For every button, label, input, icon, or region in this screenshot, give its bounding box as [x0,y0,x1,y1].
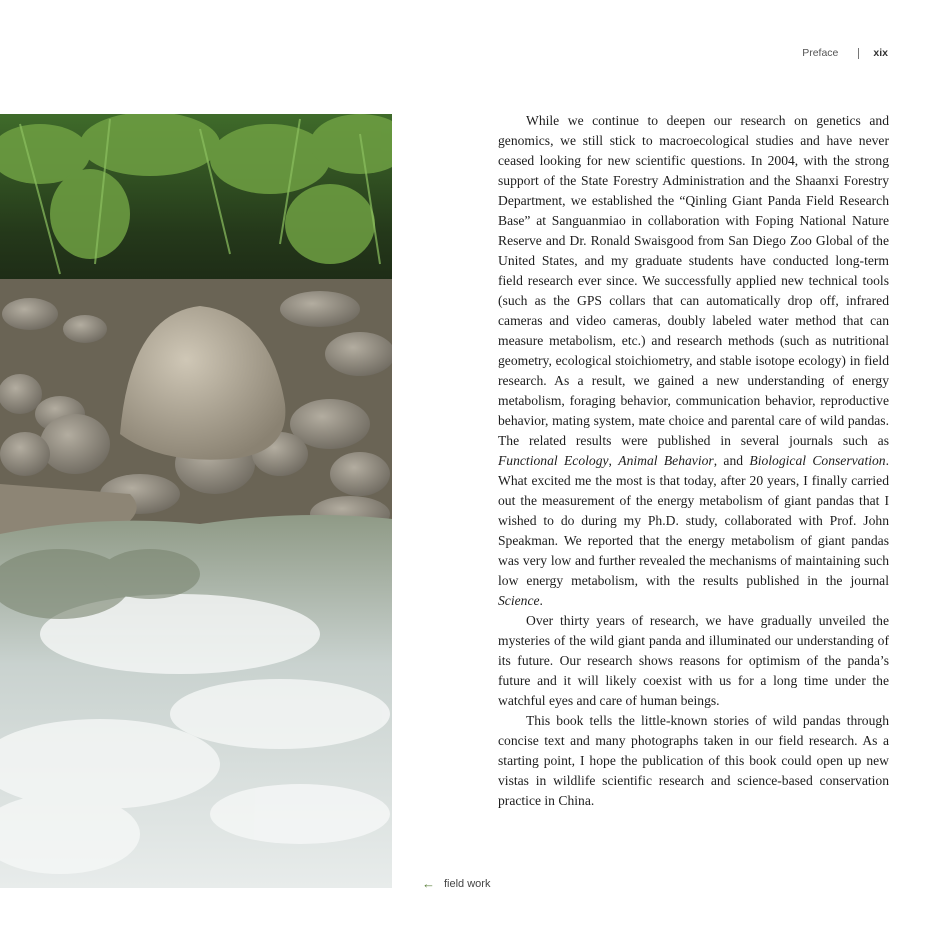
running-head [802,47,888,59]
arrow-left-icon: ← [422,876,435,891]
journal-title: Functional Ecology [498,453,609,468]
preface-body [498,111,889,811]
header-divider [858,48,859,59]
paragraph-3: This book tells the little-known stories of wild pandas through concise text and many photographs taken in our field research. As a starting point, I hope the publication of this book could open up new vistas in wildlife scientific research and science-based conservation practice in China. [498,713,889,808]
paragraph-2: Over thirty years of research, we have gradually unveiled the mysteries of the wild giant panda and illuminated our understanding of its future. Our research shows reasons for optimism of the panda’s future and it will likely coexist with us for a long time under the watchful eyes and care of human beings. [498,613,889,708]
journal-title: Animal Behavior [618,453,714,468]
field-photo [0,114,392,888]
paragraph-1: While we continue to deepen our research on genetics and genomics, we still stick to macroecological studies and have never ceased looking for new scientific questions. In 2004, with the strong support of the State Forestry Administration and the Shaanxi Forestry Department, we established the “Qinling Giant Panda Field Research Base” at Sanguanmiao in collaboration with Foping National Nature Reserve and Dr. Ronald Swaisgood from San Diego Zoo Global of the United States, and my graduate students have conducted long-term field research ever since. We successfully applied new technical tools (such as the GPS collars that can automatically drop off, infrared cameras and video cameras, doubly labeled water method that can measure metabolism, etc.) and research methods (such as nutritional geometry, ecological stoichiometry, and stable isotope ecology) in field research. As a result, we gained a new understanding of energy metabolism, foraging behavior, communication behavior, reproductive behavior, mating system, mate choice and parental care of wild pandas. The related results were published in several journals such as Functional Ecology, Animal Behavior, and Biological Conservation. What excited me the most is that today, after 20 years, I finally carried out the measurement of the energy metabolism of giant pandas that I wished to do during my Ph.D. study, collaborated with Prof. John Speakman. We reported that the energy metabolism of giant pandas was very low and further revealed the mechanisms of maintaining such low energy metabolism, with the results published in the journal Science. [498,113,890,608]
stream-rocks-photo [0,114,392,888]
page-number: xix [873,47,888,59]
journal-title: Biological Conservation [749,453,886,468]
caption-text: field work [444,877,491,890]
section-title: Preface [802,47,839,59]
journal-title: Science [498,593,540,608]
photo-caption [422,876,490,891]
